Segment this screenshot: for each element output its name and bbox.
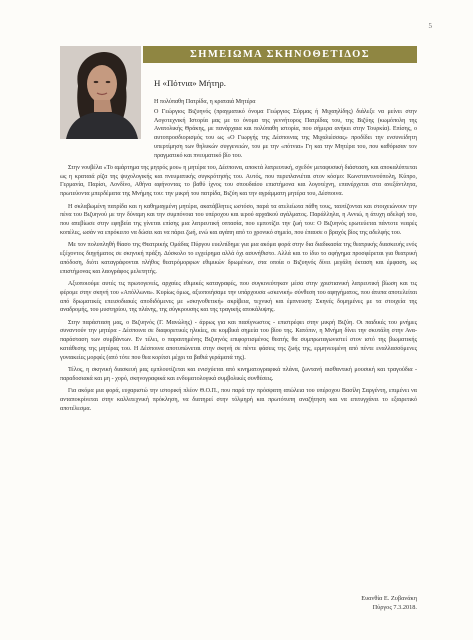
- article-body: [60, 98, 417, 417]
- signature: [361, 594, 417, 612]
- paragraph: Με τον πολυπληθή θίασο της Θεατρικής Ομάδας Πύργου ευελπίδημε για μια ακόμα φορά στην δια διαδικασία της θεατρικής διασκευής ενός εξέχοντος διηγήματος σε σκηνική πράξη. Δύσκολο το εγχείρημα αλλά όχι ασυνήθιστο. Αλλά και το ίδιο το αφήγημα προσφέρεται για θεατρική απόδοση, διότι καταγράφονται πλήθος θεατρόμορφων εθιμικών δρωμένων, στα οποία ο Βιζυηνός δίνει μεγάλη έκταση και έμφαση, ως επιστήμονας και λαογράφος μελετητής.: [60, 242, 417, 275]
- epigraph: Η πολύπαθη Πατρίδα, η κραταιά Μητέρα: [154, 99, 256, 105]
- paragraph: Για ακόμα μια φορά, ευχαριστώ την ιστορική πλέον Θ.Ο.Π., που παρά την πρόσφατη απώλεια του υπέροχου Βασίλη Σαργέντη, επιμένει να ανταποκρίνεται στην καλλιτεχνική πρόκληση, να διατηρεί στην τόλμηρή και πρωτότυπη αναζήτηση και να επιτυγχάνει το εξαιρετικό αποτέλεσμα.: [60, 388, 417, 412]
- signature-name: Ευανθία Ε. Ζυβανάκη: [361, 595, 417, 602]
- paragraph: Αξιοποιούμε αυτές τις πρωτογενείς, αρχαίες εθιμικές καταγραφές, που συγκινεύτηκαν μέσα στην χριστιανική λατρευτική βίωση και τις φέρομε στην σκηνή του «Απόλλωνα». Κυρίως όμως, αξιοποιήσαμε την υπάρχουσα «σκενική» σύνθεση του αφηγήματος, που άτυπα αποτελείται από δρωματικές επεισοδιακές αποδιδόμενες με «σκηνοθετική» ακρίβεια, τεχνική και έμπνευση: Σκηνές δομημένες με τα στοιχεία της αναδρομής, του μυστηρίου, της πλάνης, της σύγκρουσης και της τραγικής αποκάλυψης.: [60, 281, 417, 314]
- subtitle: Η «Πότνια» Μήτηρ.: [154, 78, 226, 88]
- paragraph: Στην παράσταση μας, ο Βιζυηνός (Γ. Μανώλης) - άρρως για και πασίγνωστος - επιστρέφει στην μικρή Βιζύη. Οι παιδικές του μνήμες συναντούν την μητέρα - Δέσποινα σε διαφορετικές ηλικίες, σε κομβικά σημεία του βίου της. Κατόπιν, η Μνήμη δίνει την σκυτάλη στην Ανα-παράσταση των συμβάντων. Εν τέλει, ο παραιτημένης Βιζυηνός επιφορτισμένος θεατής θα συμπρωταγωνιστεί στον ιστό της βιωματικής κατάθεσης της μητέρας του. Η Δέσποινα αποτυπώνεται στην σκηνή σε πέντε φάσεις της ζωής της, ερμηνευμένη από πέντε εναλλασσόμενες γυναικείες μορφές (από τότε που θεα κορίτσι μέχρι τα βαθιά γεράματά της).: [60, 319, 417, 361]
- paragraph: Ο Γεώργιος Βιζυηνός (πραγματικό όνομα Γεώργιος Σύρμας ή Μιχαηλίδης) διάλεξε να μείνει στην Λογοτεχνική Ιστορία μας με το όνομα της γεννήτορος Πατρίδας του, της Βιζύης (κωμόπολη της Ανατολικής Θράκης, με πανάρχαια και πολύπαθη ιστορία, που σήμερα ανήκει στην Τουρκία). Επίσης, ο αυτοπροσδιορισμός του ως «Ο Γιωργής της Δέσποινας της Μιχαλιέσσας» προδίδει την ενσυνείδητη υπερτίμηση των θηλυκών συγγενειών, του με την «πότνια» Γη και την Μητέρα του, που καθόρισαν τον πραγματικό και πνευματικό βίο του.: [154, 108, 417, 159]
- paragraph: Η σκλαβωμένη πατρίδα και η καθημαγμένη μητέρα, ακατάβλητες ωστόσο, παρά τα ατελείωτα πάθη τους, ταυτίζονται και στοιχειώνουν την πένα του Βιζυηνού με την δύναμη και την συμπόνοια του υπέροχου και ιερού αρχαϊκού αγάλματος. Παράλληλα, η Αννιώ, η άτυχη αδελφή του, που απεβίωσε στην εφηβεία της γίνεται επίσης μια λατρευτική οπτασία, που εμποτίζει την ζωή του: Ο Βιζυηνός ερωτεύεται πάντοτε νεαρές κοπέλες, ωσάν να επρόκειτο να δώσει και να πάρει ζωή, ενώ και αγάπη από το χρονικό σημείο, που έπαυσε ο βραχύς βίος της αδελφής του.: [60, 203, 417, 236]
- paragraph: Τέλος, η σκηνική διασκευή μας εμπλουτίζεται και ενισχύεται από κινηματογραφικά πλάνα, ζωντανή αισθαντική μουσική και τραγούδια - παραδοσιακά και μη - χορό, σκηνογραφικά και ενδυματολογικά συμβολικές συνθέσεις.: [60, 367, 417, 382]
- page-number: 5: [428, 22, 432, 30]
- section-title: ΣΗΜΕΙΩΜΑ ΣΚΗΝΟΘΕΤΙΔΟΣ: [143, 46, 417, 63]
- paragraph: Στην νουβέλα «Το αμάρτημα της μητρός μου» η μητέρα του, Δέσποινα, αποκτά λατρευτική, σχεδόν μεταφυσική διάσταση, και αποκαλύπτεται ως η κραταιά ρίζα της ψυχολογικής και πνευματικής συγκρότησής του. Αυτός, που περιπλανιέται στον κόσμο: Κωνσταντινούπολη, Κύπρο, Γερμανία, Παρίσι, Λονδίνο, Αθήνα αφήνοντας το βαθύ ίχνος του σπουδαίου επιστήμονα και λογοτέχνη, επανέρχεται στα ανεξάντλητα, πρωτεύοντα μπερδέματα της Μνήμης του: την μικρή του πατρίδα, Βιζύη και την αγράμματη μητέρα του, Δέσποινα.: [60, 164, 417, 198]
- signature-place-date: Πύργος 7.3.2018.: [372, 604, 417, 611]
